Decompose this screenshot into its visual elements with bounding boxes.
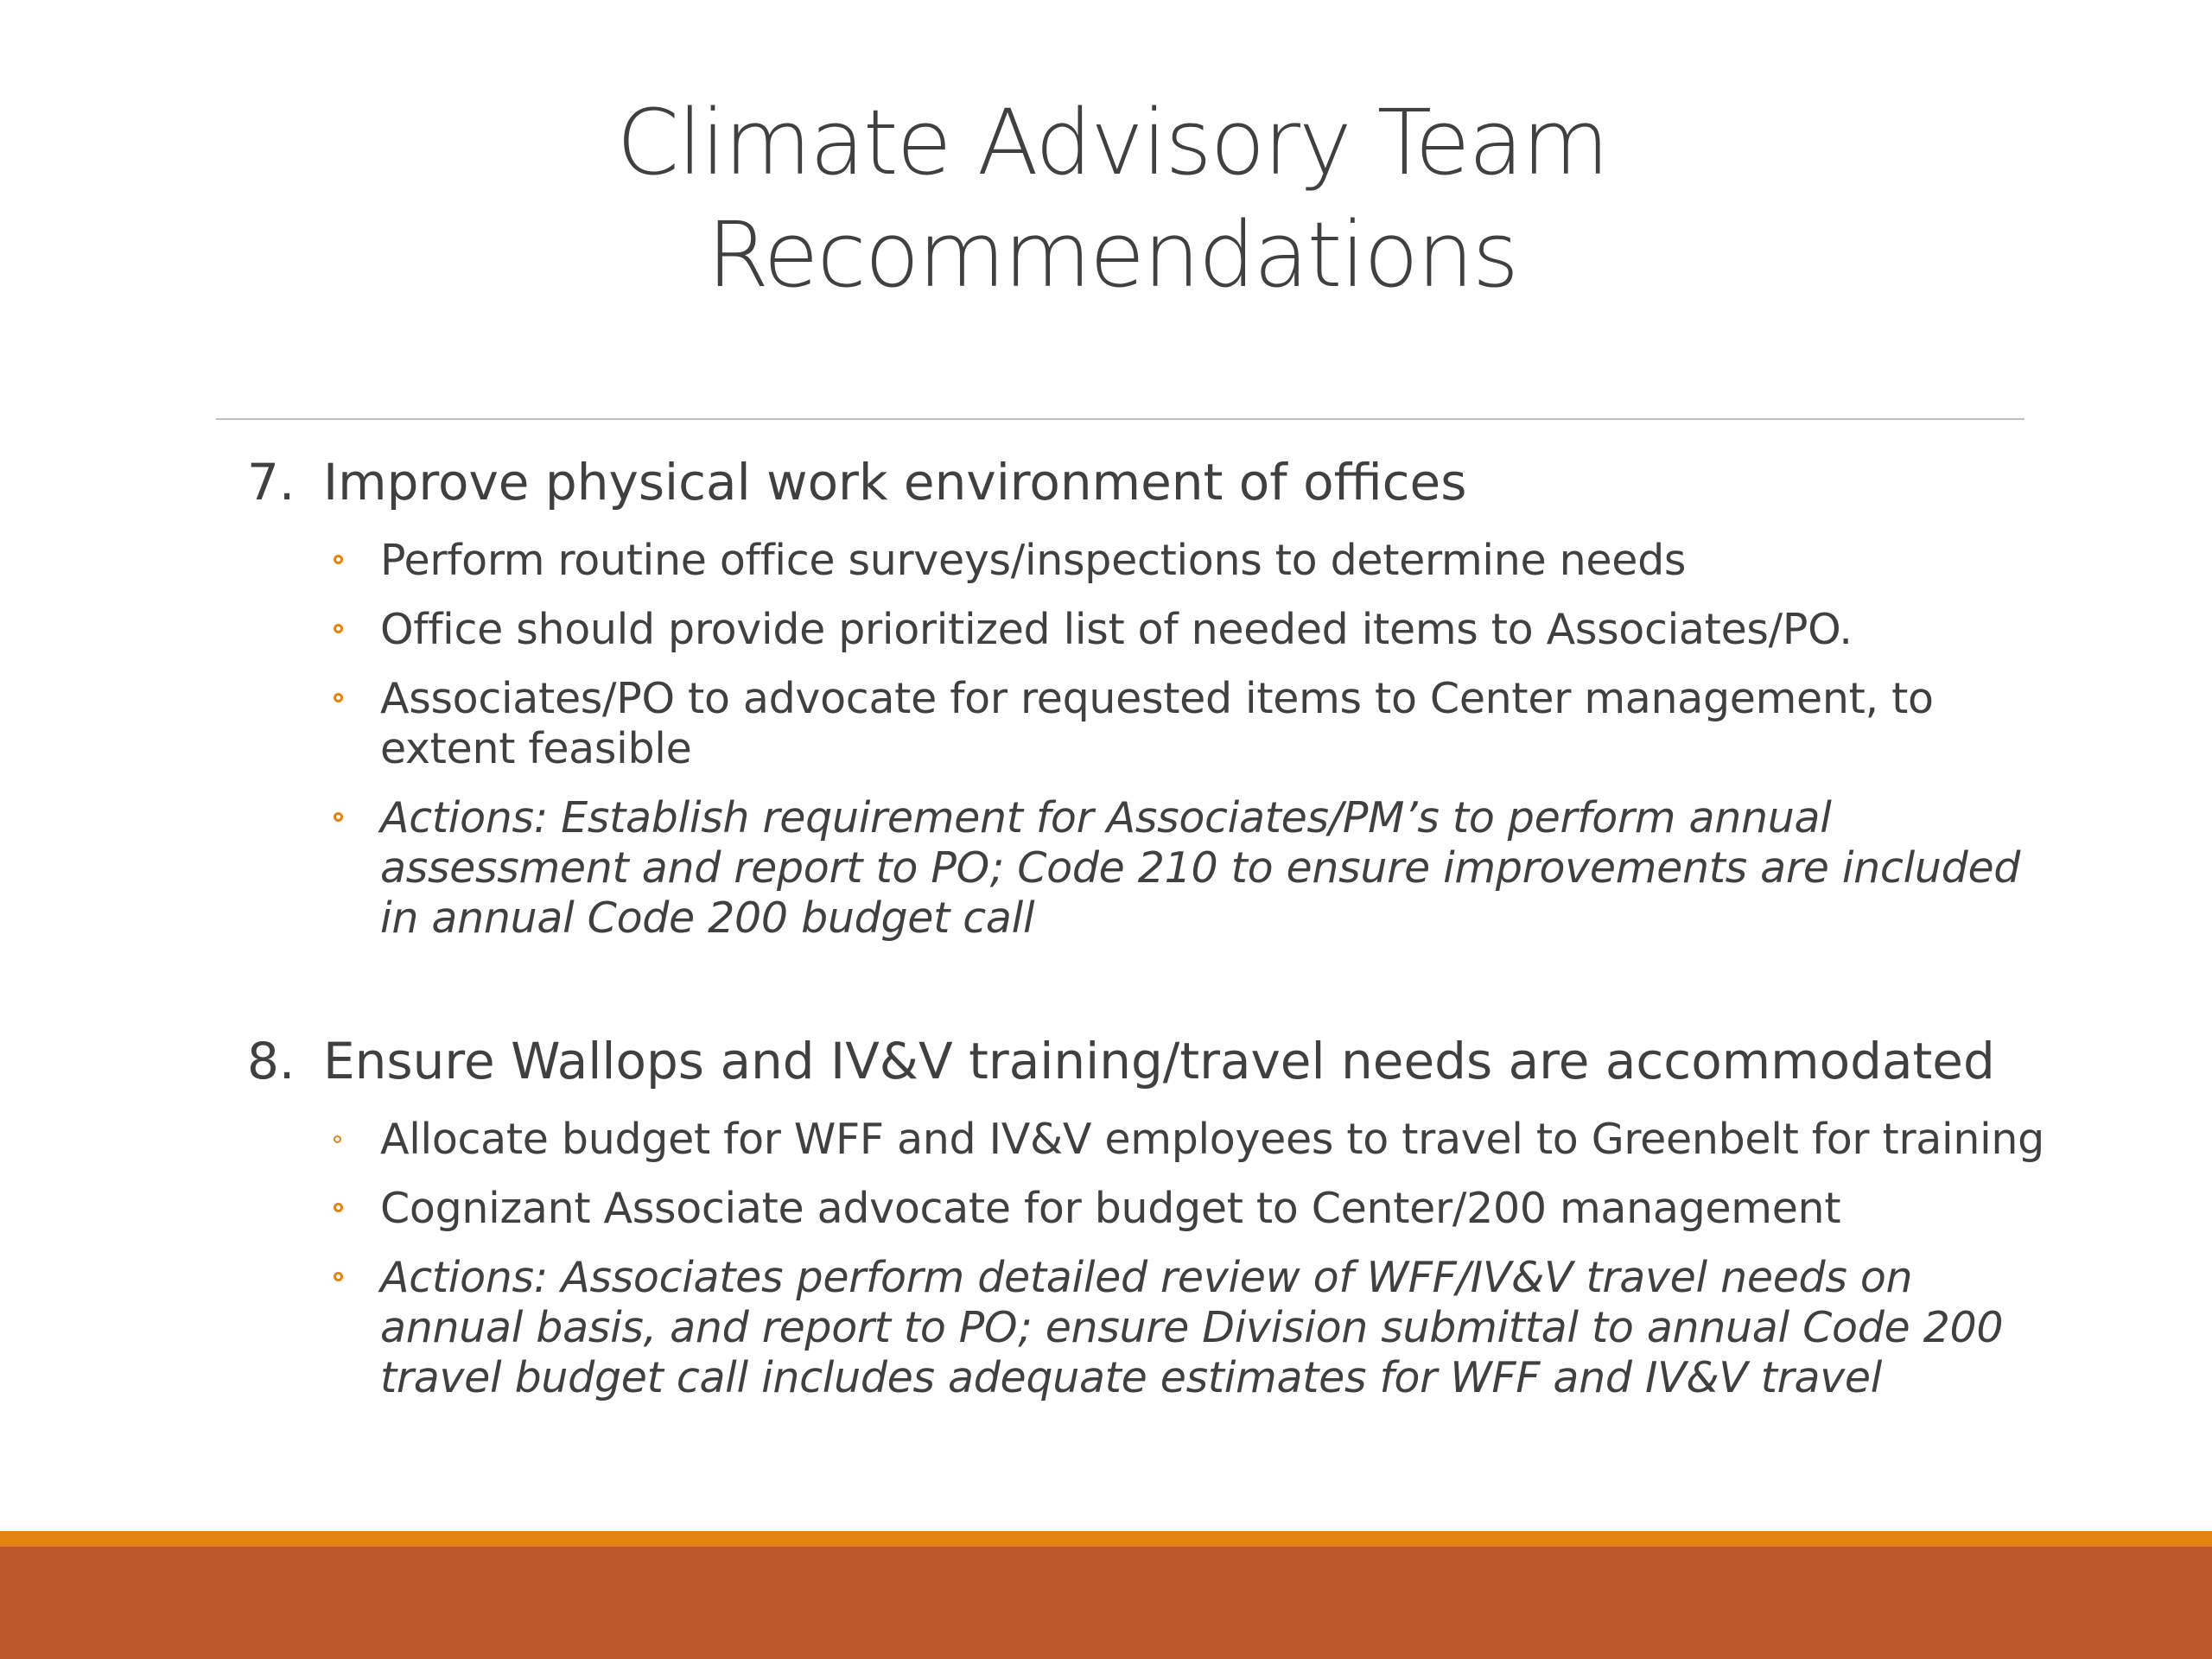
- list-item: [247, 605, 2044, 655]
- footer-band: [0, 1547, 2212, 1659]
- bullet-text: Perform routine office surveys/inspections to determine needs: [380, 536, 1687, 585]
- circle-bullet-icon: [334, 693, 343, 702]
- bullet-text: Cognizant Associate advocate for budget to Center/200 management: [380, 1184, 1841, 1233]
- list-item: [247, 674, 2044, 774]
- footer-accent-bar: [0, 1531, 2212, 1547]
- bullet-list: [247, 536, 2044, 944]
- title-divider: [216, 418, 2024, 420]
- list-item: [247, 1184, 2044, 1234]
- bullet-text: Associates/PO to advocate for requested items to Center management, to extent feasible: [380, 674, 1934, 773]
- circle-bullet-icon: [334, 1135, 341, 1143]
- slide-title-line-2: Recommendations: [706, 202, 1518, 308]
- bullet-text: Actions: Associates perform detailed review of WFF/IV&V travel needs on annual basis, and report to PO; ensure Division submittal to annual Code 200 travel budget call includes adequate estimates for WFF and IV&V travel: [380, 1253, 2004, 1402]
- bullet-text: Actions: Establish requirement for Associates/PM’s to perform annual assessment and report to PO; Code 210 to ensure improvements are included in annual Code 200 budget call: [380, 793, 2021, 943]
- recommendation-heading: [247, 448, 2044, 517]
- circle-bullet-icon: [334, 555, 343, 564]
- list-item: [247, 536, 2044, 586]
- circle-bullet-icon: [334, 624, 343, 633]
- bullet-list: [247, 1115, 2044, 1403]
- recommendation-number: 7.: [247, 453, 296, 512]
- recommendation-8: [247, 1027, 2044, 1403]
- bullet-text: Allocate budget for WFF and IV&V employees to travel to Greenbelt for training: [380, 1115, 2044, 1164]
- slide-title-line-1: Climate Advisory Team: [616, 90, 1608, 195]
- slide-content: [247, 448, 2044, 1403]
- recommendation-heading-text: Ensure Wallops and IV&V training/travel needs are accommodated: [323, 1032, 1995, 1090]
- circle-bullet-icon: [334, 1272, 343, 1281]
- circle-bullet-icon: [334, 812, 343, 822]
- bullet-text: Office should provide prioritized list of needed items to Associates/PO.: [380, 605, 1853, 654]
- list-item-actions: [247, 793, 2044, 944]
- circle-bullet-icon: [334, 1203, 343, 1212]
- slide-title: [0, 86, 2212, 311]
- list-item-actions: [247, 1253, 2044, 1403]
- recommendation-7: [247, 448, 2044, 944]
- recommendation-heading: [247, 1027, 2044, 1096]
- recommendation-number: 8.: [247, 1032, 296, 1090]
- recommendation-heading-text: Improve physical work environment of offices: [323, 453, 1467, 512]
- list-item: [247, 1115, 2044, 1165]
